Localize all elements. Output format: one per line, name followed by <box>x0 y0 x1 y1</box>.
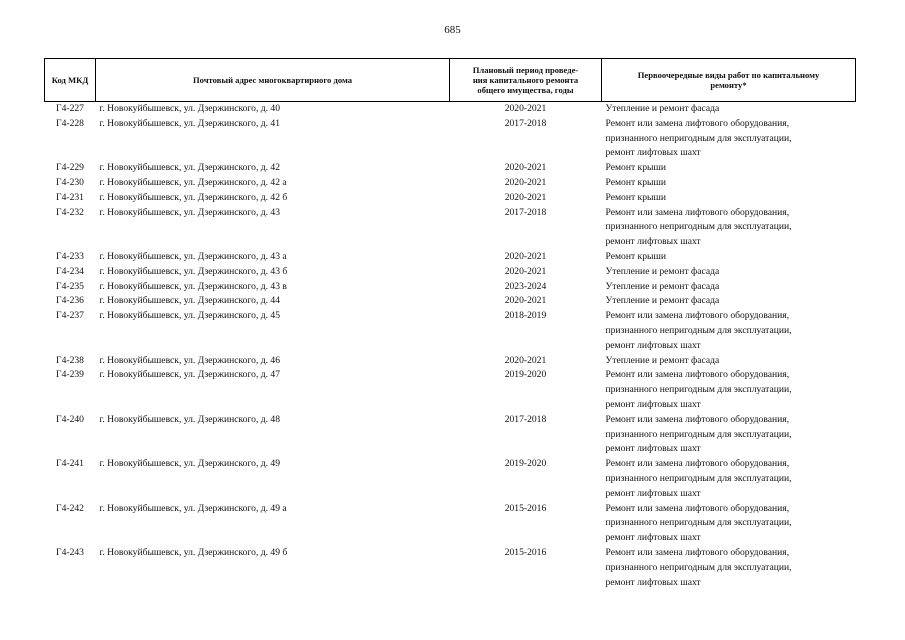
row-works-line: ремонт лифтовых шахт <box>605 147 701 159</box>
header-period-line: общего имущества, годы <box>477 85 574 95</box>
row-works-line: Ремонт или замена лифтового оборудования, <box>605 117 790 129</box>
row-period: 2020-2021 <box>504 176 547 188</box>
row-address: г. Новокуйбышевск, ул. Дзержинского, д. 49 <box>99 458 281 470</box>
row-code: Г4-231 <box>56 191 84 203</box>
row-works-line: признанного непригодным для эксплуатации, <box>605 324 792 336</box>
row-code: Г4-233 <box>56 250 84 262</box>
row-address: г. Новокуйбышевск, ул. Дзержинского, д. 44 <box>99 295 281 307</box>
row-works-line: Ремонт или замена лифтового оборудования, <box>605 206 790 218</box>
row-works <box>602 368 856 412</box>
row-address: г. Новокуйбышевск, ул. Дзержинского, д. 42 а <box>99 176 287 188</box>
row-address: г. Новокуйбышевск, ул. Дзержинского, д. 42 <box>99 162 281 174</box>
row-period: 2017-2018 <box>504 206 547 218</box>
row-works <box>602 294 856 309</box>
row-works <box>602 117 856 161</box>
header-period-line: Плановый период проведе- <box>472 65 579 75</box>
row-period: 2018-2019 <box>504 310 547 322</box>
row-works <box>602 413 856 457</box>
table-row <box>45 161 856 176</box>
row-period: 2019-2020 <box>504 369 547 381</box>
row-works-line: Ремонт или замена лифтового оборудования, <box>605 310 790 322</box>
row-works-line: Утепление и ремонт фасада <box>605 354 720 366</box>
row-works-line: Утепление и ремонт фасада <box>605 103 720 114</box>
table-row <box>45 265 856 280</box>
row-works-line: ремонт лифтовых шахт <box>605 532 701 544</box>
row-period: 2020-2021 <box>504 162 547 174</box>
row-works <box>602 265 856 280</box>
row-code: Г4-238 <box>56 354 84 366</box>
row-works-line: признанного непригодным для эксплуатации, <box>605 472 792 484</box>
row-period: 2020-2021 <box>504 250 547 262</box>
capital-repair-table <box>44 58 856 590</box>
row-code: Г4-227 <box>56 103 84 114</box>
row-works <box>602 457 856 501</box>
row-period: 2020-2021 <box>504 103 547 114</box>
row-code: Г4-242 <box>56 502 84 514</box>
header-period-line: ния капитального ремонта <box>472 75 579 85</box>
page-number: 685 <box>444 24 461 36</box>
row-works-line: Ремонт или замена лифтового оборудования, <box>605 413 790 425</box>
header-address: Почтовый адрес многоквартирного дома <box>96 59 450 102</box>
row-works-line: признанного непригодным для эксплуатации, <box>605 517 792 529</box>
table-row <box>45 368 856 412</box>
table-row <box>45 117 856 161</box>
row-address: г. Новокуйбышевск, ул. Дзержинского, д. 43 в <box>99 280 287 292</box>
row-period: 2015-2016 <box>504 502 547 514</box>
table-row <box>45 457 856 501</box>
row-works-line: ремонт лифтовых шахт <box>605 576 701 588</box>
row-works <box>602 206 856 250</box>
row-address: г. Новокуйбышевск, ул. Дзержинского, д. 41 <box>99 117 281 129</box>
row-works <box>602 280 856 295</box>
header-period <box>450 59 602 102</box>
table-row <box>45 309 856 353</box>
row-address: г. Новокуйбышевск, ул. Дзержинского, д. 43 б <box>99 265 288 277</box>
row-address: г. Новокуйбышевск, ул. Дзержинского, д. 46 <box>99 354 281 366</box>
row-works <box>602 546 856 590</box>
row-period: 2020-2021 <box>504 191 547 203</box>
row-works-line: ремонт лифтовых шахт <box>605 339 701 351</box>
row-works <box>602 309 856 353</box>
header-works-line: ремонту* <box>710 80 747 90</box>
row-works-line: ремонт лифтовых шахт <box>605 487 701 499</box>
table-row <box>45 102 856 117</box>
row-address: г. Новокуйбышевск, ул. Дзержинского, д. 49 а <box>99 502 287 514</box>
row-code: Г4-240 <box>56 413 84 425</box>
row-address: г. Новокуйбышевск, ул. Дзержинского, д. 45 <box>99 310 281 322</box>
row-works <box>602 176 856 191</box>
row-code: Г4-234 <box>56 265 84 277</box>
row-period: 2017-2018 <box>504 117 547 129</box>
row-works <box>602 191 856 206</box>
row-address: г. Новокуйбышевск, ул. Дзержинского, д. 43 <box>99 206 281 218</box>
row-works-line: Ремонт или замена лифтового оборудования, <box>605 369 790 381</box>
row-works <box>602 161 856 176</box>
row-works-line: ремонт лифтовых шахт <box>605 443 701 455</box>
row-works <box>602 354 856 369</box>
row-works-line: Ремонт или замена лифтового оборудования, <box>605 502 790 514</box>
table-row <box>45 191 856 206</box>
row-address: г. Новокуйбышевск, ул. Дзержинского, д. 43 а <box>99 250 287 262</box>
row-works-line: признанного непригодным для эксплуатации, <box>605 384 792 396</box>
row-period: 2019-2020 <box>504 458 547 470</box>
row-works-line: Утепление и ремонт фасада <box>605 265 720 277</box>
row-address: г. Новокуйбышевск, ул. Дзержинского, д. 47 <box>99 369 281 381</box>
row-period: 2023-2024 <box>504 280 547 292</box>
row-works-line: ремонт лифтовых шахт <box>605 236 701 248</box>
row-period: 2020-2021 <box>504 354 547 366</box>
row-works-line: признанного непригодным для эксплуатации, <box>605 221 792 233</box>
header-code: Код МКД <box>45 59 96 102</box>
row-address: г. Новокуйбышевск, ул. Дзержинского, д. 49 б <box>99 546 288 558</box>
row-works-line: Утепление и ремонт фасада <box>605 280 720 292</box>
row-works-line: Ремонт крыши <box>605 162 666 174</box>
row-works-line: Ремонт или замена лифтового оборудования, <box>605 458 790 470</box>
row-works-line: Ремонт или замена лифтового оборудования, <box>605 546 790 558</box>
row-code: Г4-229 <box>56 162 84 174</box>
table-row <box>45 250 856 265</box>
row-works-line: Ремонт крыши <box>605 191 666 203</box>
row-works <box>602 102 856 117</box>
table-row <box>45 354 856 369</box>
table-row <box>45 546 856 590</box>
table-header-row <box>45 59 856 102</box>
table-row <box>45 502 856 546</box>
row-address: г. Новокуйбышевск, ул. Дзержинского, д. 40 <box>99 103 281 114</box>
row-works-line: признанного непригодным для эксплуатации, <box>605 428 792 440</box>
row-works <box>602 250 856 265</box>
table-body <box>45 102 856 591</box>
row-works-line: Ремонт крыши <box>605 250 666 262</box>
row-period: 2017-2018 <box>504 413 547 425</box>
row-period: 2020-2021 <box>504 295 547 307</box>
table-row <box>45 280 856 295</box>
row-address: г. Новокуйбышевск, ул. Дзержинского, д. 48 <box>99 413 281 425</box>
table-row <box>45 176 856 191</box>
row-code: Г4-239 <box>56 369 84 381</box>
row-works-line: ремонт лифтовых шахт <box>605 398 701 410</box>
row-works <box>602 502 856 546</box>
table-row <box>45 413 856 457</box>
row-code: Г4-237 <box>56 310 84 322</box>
row-works-line: Ремонт крыши <box>605 176 666 188</box>
row-address: г. Новокуйбышевск, ул. Дзержинского, д. 42 б <box>99 191 288 203</box>
row-period: 2015-2016 <box>504 546 547 558</box>
row-period: 2020-2021 <box>504 265 547 277</box>
row-works-line: признанного непригодным для эксплуатации, <box>605 561 792 573</box>
header-works <box>602 59 856 102</box>
row-code: Г4-230 <box>56 176 84 188</box>
row-code: Г4-235 <box>56 280 84 292</box>
row-code: Г4-236 <box>56 295 84 307</box>
table-row <box>45 294 856 309</box>
row-code: Г4-241 <box>56 458 84 470</box>
row-code: Г4-228 <box>56 117 84 129</box>
header-works-line: Первоочередные виды работ по капитальному <box>637 70 820 80</box>
row-code: Г4-232 <box>56 206 84 218</box>
row-code: Г4-243 <box>56 546 84 558</box>
row-works-line: признанного непригодным для эксплуатации, <box>605 132 792 144</box>
table-row <box>45 206 856 250</box>
row-works-line: Утепление и ремонт фасада <box>605 295 720 307</box>
